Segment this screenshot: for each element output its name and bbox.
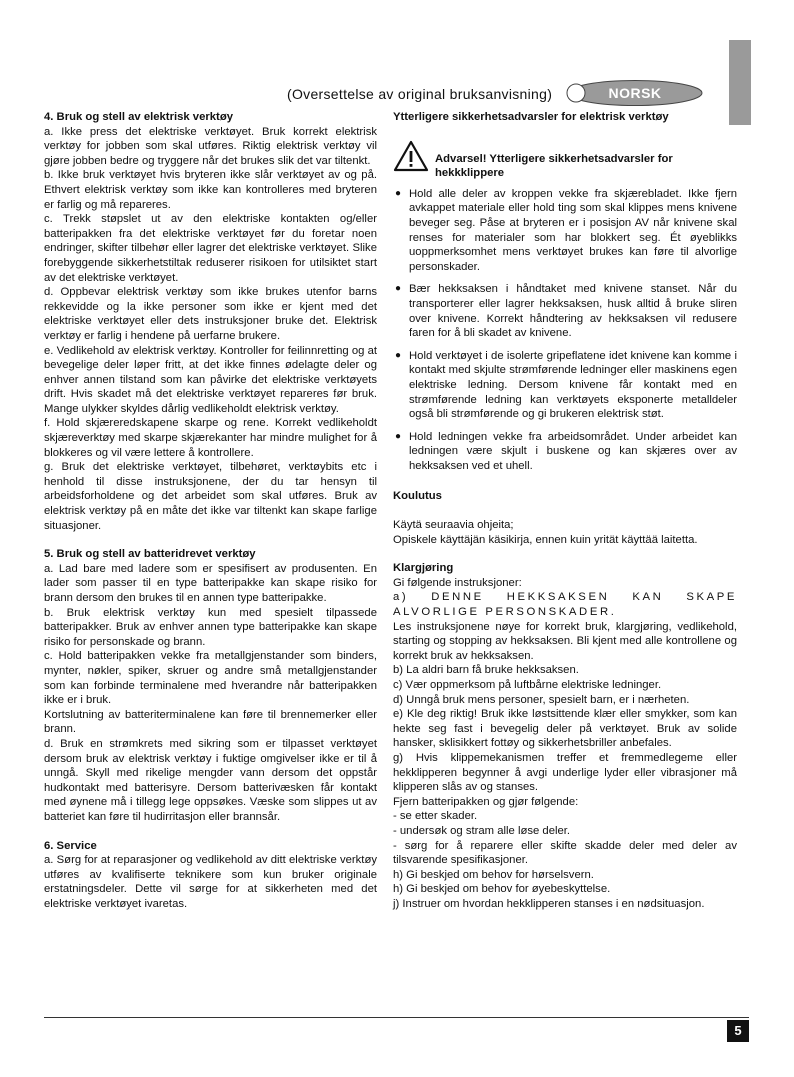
footer-divider [44,1017,749,1018]
paragraph: a. Ikke press det elektriske verktøyet. Bruk korrekt elektrisk verktøy for jobben som skal utføres. Riktig elektrisk verktøy vil gjøre jobben bedre og tryggere når det brukes slik det var tiltenkt. [44,125,377,167]
warning-block [393,140,737,181]
paragraph: e. Vedlikehold av elektrisk verktøy. Kontroller for feilinnretting og at bevegelige deler løper fritt, at det ikke finnes ødelagte deler og enhver annen tilstand som kan påvirke det elektriske verktøyets drift. Hvis skadet må det elektriske verktøyet repareres før bruk. Mange ulykker skyldes dårlig vedlikeholdt elektrisk verktøy. [44,344,377,415]
paragraph: - sørg for å reparere eller skifte skadde deler med deler av tilsvarende spesifikasjoner. [393,839,737,867]
paragraph: d. Bruk en strømkrets med sikring som er tilpasset verktøyet dersom bruk av elektrisk verktøy i fuktige omgivelser ikke er til å unngå. Skyll med rikelige mengder vann dersom det oppstår hudkontakt med batterisyre. Dersom batterivæsken får kontakt med øynene må i tillegg lege oppsøkes. Væske som slippes ut av batteriet kan føre til hudirritasjon eller brannsår. [44,737,377,823]
section-6-title: 6. Service [44,839,97,852]
paragraph: a. Sørg for at reparasjoner og vedlikehold av ditt elektriske verktøy utføres av kvalifiserte teknikere som kun bruker originale erstatningsdeler. Dette vil sørge for at sikkerheten med det elektriske verktøyet ivaretas. [44,854,377,910]
paragraph: Les instruksjonene nøye for korrekt bruk, klargjøring, vedlikehold, starting og stopping av hekksaksen. Bli kjent med alle kontrollene og korrekt bruk av hekksaksen. [393,620,737,662]
paragraph: - undersøk og stram alle løse deler. [393,824,571,837]
paragraph: f. Hold skjæreredskapene skarpe og rene. Korrekt vedlikeholdt skjæreverktøy med skarpe skjærekanter har mindre mulighet for å blokkeres og vil være lettere å kontrollere. [44,417,377,459]
warning-title: Advarsel! Ytterligere sikkerhetsadvarsler for hekkklippere [435,152,673,180]
list-item [393,282,737,340]
bullet-text: Hold ledningen vekke fra arbeidsområdet. Under arbeidet kan ledningen være skjult i buskene og kan skjæres over av hekksaksen ved et uhell. [409,430,737,472]
language-label: NORSK [608,85,662,101]
paragraph: g. Bruk det elektriske verktøyet, tilbehøret, verktøybits etc i henhold til disse instruksjonene, der du tar hensyn til arbeidsforholdene og det arbeidet som skal utføres. Bruk av elektrisk verktøy på en måte det ikke var tiltenkt kan skape farlige situasjoner. [44,461,377,532]
bullet-icon: ● [395,283,402,295]
paragraph: g) Hvis klippemekanismen treffer et fremmedlegeme eller hekklipperen begynner å avgi underlige lyder eller vibrasjoner må klipperen slås av og stanses. [393,751,737,794]
paragraph: b) La aldri barn få bruke hekksaksen. [393,664,579,677]
paragraph: Opiskele käyttäjän käsikirja, ennen kuin yrität käyttää laitetta. [393,533,698,546]
paragraph: Fjern batteripakken og gjør følgende: [393,795,579,808]
page-number: 5 [727,1020,749,1042]
bullet-icon: ● [395,430,402,442]
paragraph: c) Vær oppmerksom på luftbårne elektriske ledninger. [393,679,662,691]
paragraph: Gi følgende instruksjoner: [393,576,522,589]
language-badge [566,79,704,107]
list-item [393,430,737,474]
paragraph: c. Trekk støpslet ut av den elektriske kontakten og/eller batteripakken fra det elektriske verktøyet før du foretar noen endringer, skifter tilbehør eller lagrer det elektriske verktøyet. Slike forebyggende sikkerhetstiltak reduserer risikoen for utilsiktet start av det elektriske verktøyet. [44,213,377,284]
paragraph: d) Unngå bruk mens personer, spesielt barn, er i nærheten. [393,693,690,706]
paragraph: Käytä seuraavia ohjeita; [393,519,514,532]
section-4-title: 4. Bruk og stell av elektrisk verktøy [44,111,234,123]
bullet-text: Hold alle deler av kroppen vekke fra skjærebladet. Ikke fjern avkappet materiale eller hold ting som skal klippes mens knivene beveger seg. Påse at bryteren er i posisjon AV når knivene skal renses for materialer som har blokkert seg. Ét øyeblikks uoppmerksomhet mens verktøyet brukes kan føre til alvorlige personskader. [409,187,737,273]
paragraph: h) Gi beskjed om behov for hørselsvern. [393,868,594,881]
training-title: Koulutus [393,490,442,503]
paragraph: - se etter skader. [393,810,478,823]
paragraph: Kortslutning av batteriterminalene kan føre til brennemerker eller brann. [44,708,377,736]
list-item [393,187,737,275]
additional-warnings-title: Ytterligere sikkerhetsadvarsler for elektrisk verktøy [393,111,669,123]
paragraph: a. Lad bare med ladere som er spesifisert av produsenten. En lader som passer til en type batteripakke kan skape risiko for brann dersom den brukes til en annen type batteripakke. [44,562,377,604]
bullet-icon: ● [395,187,402,199]
paragraph: a) DENNE HEKKSAKSEN KAN SKAPE ALVORLIGE PERSONSKADER. [393,591,737,619]
paragraph: b. Bruk elektrisk verktøy kun med spesielt tilpassede batteripakker. Bruk av enhver annen type batteripakke kan skape risiko for personskade og brann. [44,606,377,648]
right-column [393,110,737,912]
bullet-text: Bær hekksaksen i håndtaket med knivene stanset. Når du transporterer eller lagrer hekksaksen, husk alltid å bruke sliren over knivene. Korrekt håndtering av hekksaksen vil redusere faren for å bli skadet av knivene. [409,283,737,340]
header-subtitle: (Oversettelse av original bruksanvisning) [287,86,553,102]
paragraph: d. Oppbevar elektrisk verktøy som ikke brukes utenfor barns rekkevidde og la ikke personer som ikke er kjent med det elektriske verktøyet eller dets instruksjoner bruke det. Elektrisk verktøy er farlig i hendene på uerfarne brukere. [44,286,377,342]
warning-triangle-icon [393,140,433,177]
paragraph: c. Hold batteripakken vekke fra metallgjenstander som binders, mynter, nøkler, spiker, skruer og andre små metallgjenstander som kan forbinde terminalene med hverandre når batteripakken ikke er i bruk. [44,650,377,707]
section-5-title: 5. Bruk og stell av batteridrevet verktøy [44,548,256,561]
paragraph: e) Kle deg riktig! Bruk ikke løstsittende klær eller smykker, som kan hekte seg fast i bevegelig deler på verktøyet. Bruk av solide hansker, sklisikkert fottøy og sikkerhetsbriller anbefales. [393,708,737,750]
paragraph: h) Gi beskjed om behov for øyebeskyttelse. [393,883,611,896]
bullet-text: Hold verktøyet i de isolerte gripeflatene idet knivene kan komme i kontakt med skjulte strømførende ledninger eller maskinens egen elektriske ledning. Dersom knivene får kontakt med en strømførende ledning kan verktøyets eksponerte metalldeler også bli strømførende og gi brukeren elektrisk støt. [409,349,737,421]
preparation-title: Klargjøring [393,562,454,575]
left-column [44,110,377,911]
list-item [393,349,737,422]
paragraph: j) Instruer om hvordan hekklipperen stanses i en nødsituasjon. [393,897,705,910]
paragraph: b. Ikke bruk verktøyet hvis bryteren ikke slår verktøyet av og på. Ethvert elektrisk verktøy som ikke kan kontrolleres med bryteren er farlig og må repareres. [44,169,377,211]
bullet-icon: ● [395,349,402,361]
